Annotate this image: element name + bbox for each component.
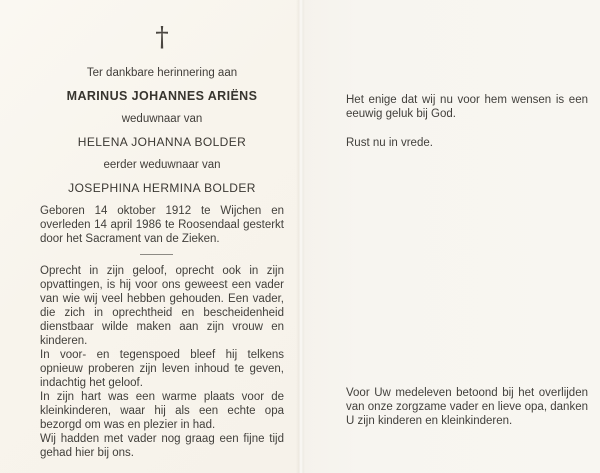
life-dates-paragraph: Geboren 14 oktober 1912 te Wijchen en overleden 14 april 1986 te Roosendaal gesterkt door het Sacrament van de Zieken. <box>40 205 284 245</box>
relation-line-2: eerder weduwnaar van <box>103 159 221 171</box>
spouse-name-1: HELENA JOHANNA BOLDER <box>77 135 247 149</box>
card-right-page <box>300 0 600 473</box>
memorial-paragraph: Wij hadden met vader nog graag een fijne tijd gehad hier bij ons. <box>40 433 284 459</box>
memorial-paragraph: In voor- en tegenspoed bleef hij telkens opnieuw proberen zijn leven inhoud te geven, indachtig het geloof. <box>40 349 284 389</box>
deceased-name: MARINUS JOHANNES ARIËNS <box>66 89 258 103</box>
memorial-intro-line: Ter dankbare herinnering aan <box>86 67 238 79</box>
memorial-paragraph: In zijn hart was een warme plaats voor de kleinkinderen, waar hij als een echte opa bezorgd om was en plezier in had. <box>40 391 284 431</box>
section-divider <box>140 254 173 255</box>
condolence-thanks-paragraph: Voor Uw medeleven betoond bij het overlijden van onze zorgzame vader en lieve opa, danken U zijn kinderen en kleinkinderen. <box>346 387 588 427</box>
cross-icon: † <box>155 22 169 53</box>
spouse-name-2: JOSEPHINA HERMINA BOLDER <box>68 181 256 195</box>
eternal-wish-paragraph: Het enige dat wij nu voor hem wensen is een eeuwig geluk bij God. <box>346 94 588 120</box>
memorial-paragraph: Oprecht in zijn geloof, oprecht ook in zijn opvattingen, is hij voor ons geweest een vader van wie wij veel hebben gehouden. Een vader, die zich in oprechtheid en bescheidenheid dienstbaar wilde maken aan zijn vrouw en kinderen. <box>40 265 284 347</box>
relation-line-1: weduwnaar van <box>121 113 203 125</box>
rest-in-peace-line: Rust nu in vrede. <box>346 137 433 149</box>
